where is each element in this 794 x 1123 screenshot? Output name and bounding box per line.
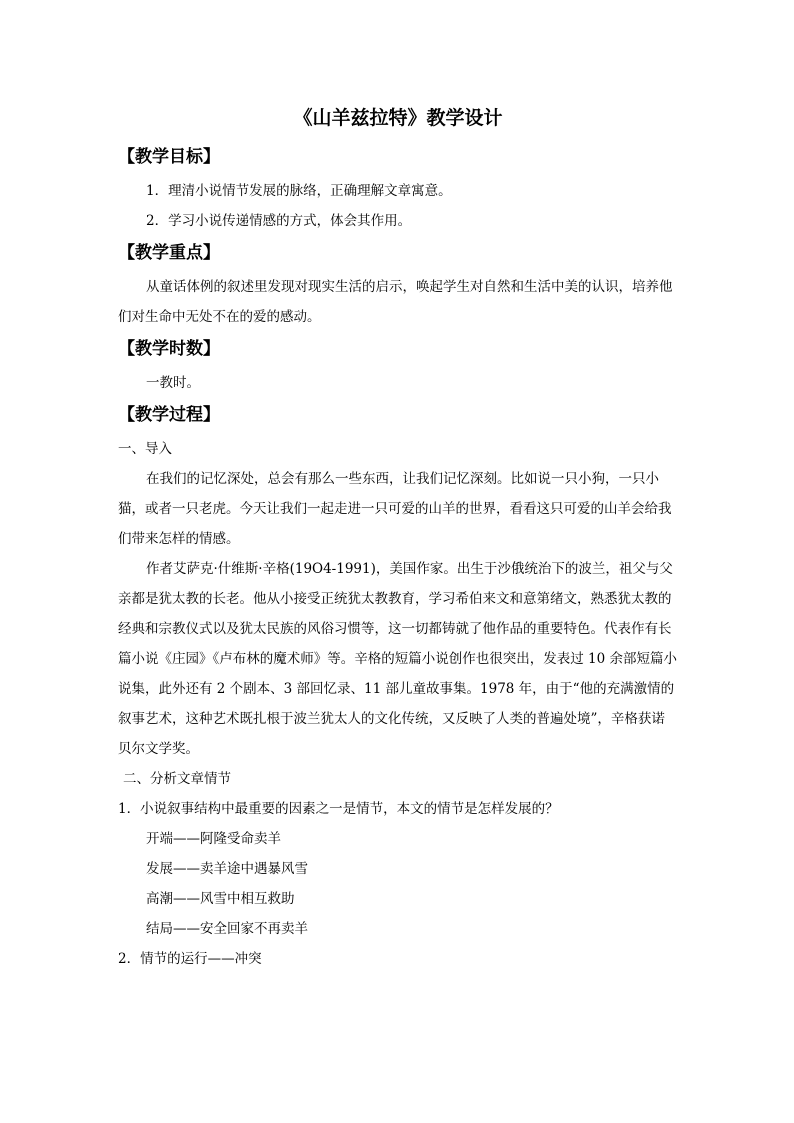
objective-item: 1．理清小说情节发展的脉络，正确理解文章寓意。	[146, 183, 452, 199]
intro-heading: 一、导入	[118, 441, 172, 457]
plot-stage-item: 结局——安全回家不再卖羊	[146, 921, 308, 937]
hours-paragraph: 一教时。	[146, 375, 200, 391]
analysis-heading: 二、分析文章情节	[123, 771, 231, 787]
author-paragraph: 作者艾萨克·什维斯·辛格(19O4-1991)，美国作家。出生于沙俄统治下的波兰，祖父与父亲都是犹太教的长老。他从小接受正统犹太教教育，学习希伯来文和意第绪文，熟悉犹太教的经典和宗教仪式以及犹太民族的风俗习惯等，这一切都铸就了他作品的重要特色。代表作有长篇小说《庄园》《卢布林的魔术师》等。辛格的短篇小说创作也很突出，发表过 10 余部短篇小说集，此外还有 2 个剧本、3 部回忆录、11 部儿童故事集。1978 年，由于“他的充满激情的叙事艺术，这种艺术既扎根于波兰犹太人的文化传统，又反映了人类的普遍处境”，辛格获诺贝尔文学奖。	[118, 561, 678, 757]
question-1: 1．小说叙事结构中最重要的因素之一是情节，本文的情节是怎样发展的？	[118, 801, 559, 817]
plot-stage-item: 开端——阿隆受命卖羊	[146, 831, 281, 847]
plot-stage-item: 高潮——风雪中相互救助	[146, 891, 295, 907]
section-heading-objectives: 【教学目标】	[118, 147, 220, 167]
section-heading-hours: 【教学时数】	[118, 339, 220, 359]
document-body	[118, 104, 678, 974]
key-points-paragraph: 从童话体例的叙述里发现对现实生活的启示，唤起学生对自然和生活中美的认识，培养他们对生命中无处不在的爱的感动。	[118, 279, 673, 325]
document-title: 《山羊兹拉特》教学设计	[293, 107, 503, 129]
plot-stage-item: 发展——卖羊途中遇暴风雪	[146, 861, 308, 877]
question-2: 2．情节的运行——冲突	[118, 951, 262, 967]
objective-item: 2．学习小说传递情感的方式，体会其作用。	[146, 213, 412, 229]
section-heading-process: 【教学过程】	[118, 405, 220, 425]
intro-paragraph: 在我们的记忆深处，总会有那么一些东西，让我们记忆深刻。比如说一只小狗，一只小猫，或者一只老虎。今天让我们一起走进一只可爱的山羊的世界，看看这只可爱的山羊会给我们带来怎样的情感。	[118, 471, 672, 547]
section-heading-key-points: 【教学重点】	[118, 243, 220, 263]
